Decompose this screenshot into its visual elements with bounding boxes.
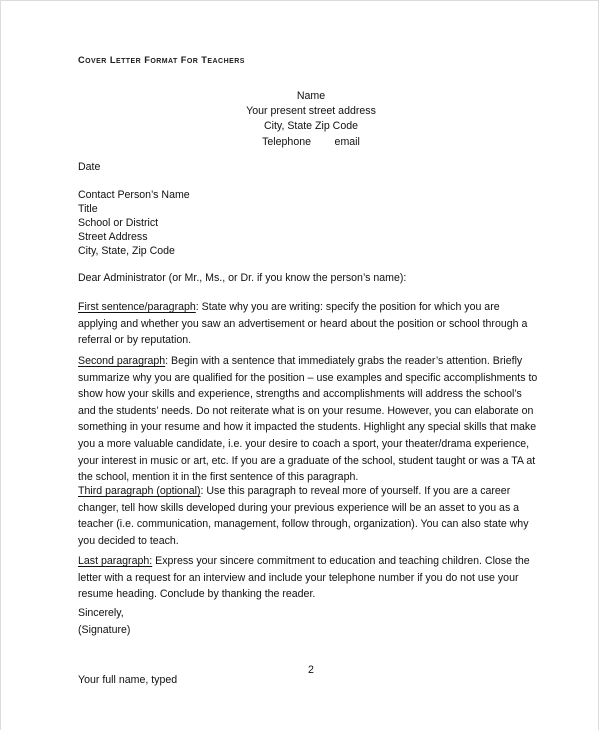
paragraph-last-lead: Last paragraph: <box>78 555 153 567</box>
paragraph-last <box>78 553 542 603</box>
page-number-footer: 2 <box>308 664 314 673</box>
page-title: Cover Letter Format For Teachers <box>78 55 245 65</box>
letterhead-contact: Telephone email <box>262 135 360 148</box>
address-spacer <box>78 174 190 188</box>
letter-date: Date <box>78 161 101 173</box>
letterhead-name: Name <box>296 90 326 102</box>
recipient-title: Title <box>78 203 98 215</box>
paragraph-first-sentence-lead: First sentence/paragraph <box>78 301 196 313</box>
recipient-address-block <box>78 160 190 258</box>
recipient-street: Street Address <box>78 231 148 243</box>
closing-block <box>78 605 130 638</box>
paragraph-third <box>78 483 542 549</box>
paragraph-third-lead: Third paragraph (optional) <box>78 485 201 497</box>
paragraph-second-body: : Begin with a sentence that immediately grabs the reader’s attention. Briefly summarize why you are qualified for the position – use examples and specific accomplishments to show how your skills and experience, strengths and accomplishments will address the school’s and the students’ needs. Do not reiterate what is on your resume. However, you can elaborate on something in your resume and how it impacted the students. Highlight any special skills that make you a more valuable candidate, i.e. your desire to coach a sport, your theater/drama experience, your interest in music or art, etc. If you are a graduate of the school, student taught or was a TA at the school, mention it in the first sentence of this paragraph. <box>78 355 538 484</box>
letterhead-block <box>78 89 544 150</box>
recipient-organization: School or District <box>78 217 159 229</box>
paragraph-third-body: : Use this paragraph to reveal more of yourself. If you are a career changer, tell how skills developed during your previous experience will be an asset to you as a teacher (i.e. communication, management, follow through, organization). You can also state why you decided to teach. <box>78 485 529 547</box>
salutation-line: Dear Administrator (or Mr., Ms., or Dr. if you know the person’s name): <box>78 272 407 284</box>
recipient-name: Contact Person’s Name <box>78 189 190 201</box>
paragraph-second <box>78 353 542 486</box>
signature-placeholder: (Signature) <box>78 623 131 636</box>
paragraph-first-sentence <box>78 299 542 349</box>
paragraph-first-sentence-body: : State why you are writing: specify the position for which you are applying and whether you saw an advertisement or heard about the position or school through a referral or by reputation. <box>78 301 528 347</box>
letterhead-street: Your present street address <box>246 105 376 118</box>
typed-name: Your full name, typed <box>78 674 178 686</box>
recipient-city-state-zip: City, State, Zip Code <box>78 245 175 257</box>
paragraph-second-lead: Second paragraph <box>78 355 166 367</box>
closing-word: Sincerely, <box>78 607 124 619</box>
letter-sheet <box>78 0 544 730</box>
paragraph-last-body: Express your sincere commitment to education and teaching children. Close the letter with a request for an interview and include your telephone number if you do not use your resume heading. Conclude by thanking the reader. <box>78 555 530 601</box>
letterhead-city-state-zip: City, State Zip Code <box>263 120 358 133</box>
